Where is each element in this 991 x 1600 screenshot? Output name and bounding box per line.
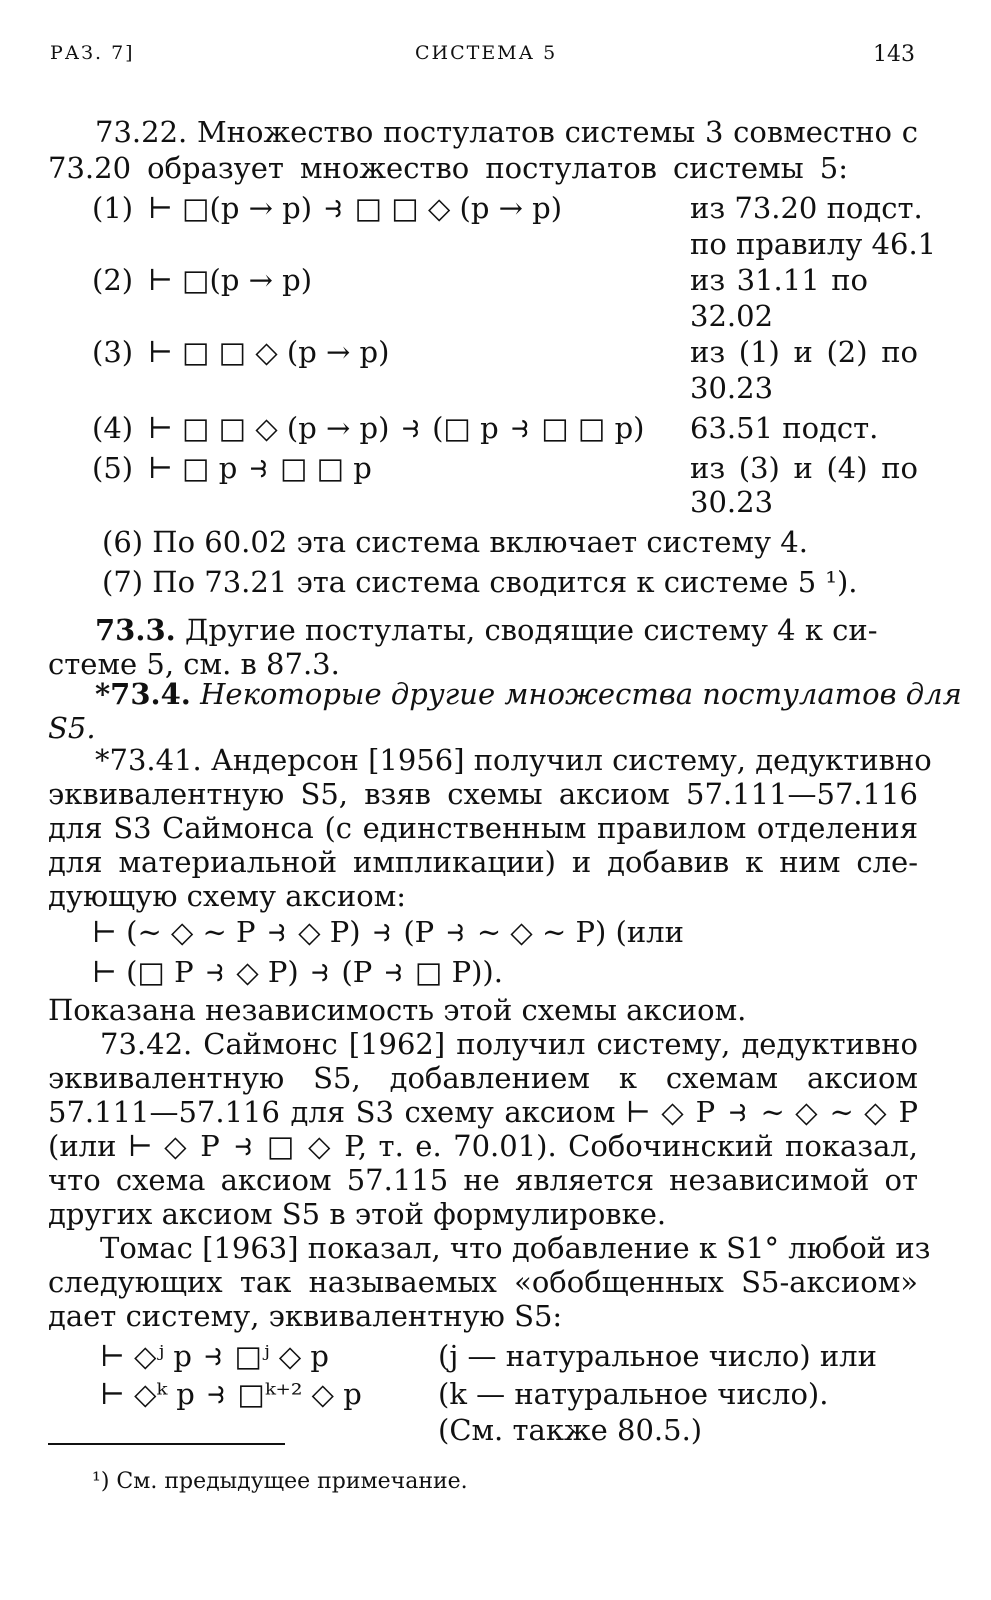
step-2-number: (2) — [92, 263, 134, 297]
step-3-number: (3) — [92, 335, 134, 369]
p73-22-line1: 73.22. Множество постулатов системы 3 совместно с — [95, 115, 918, 149]
thomas-line2: следующих так называемых «обобщенных S5-аксиом» — [48, 1265, 918, 1299]
p73-3-number: 73.3. — [95, 613, 176, 647]
p73-4-title-line2: S5. — [48, 711, 96, 745]
page-number: 143 — [873, 42, 915, 67]
step-4-number: (4) — [92, 411, 134, 445]
step-4-justification: 63.51 подст. — [690, 411, 879, 445]
step-6: (6) По 60.02 эта система включает систему 4. — [102, 525, 808, 559]
p73-3-text: Другие постулаты, сводящие систему 4 к си- — [175, 613, 878, 647]
p73-4-title: Некоторые другие множества постулатов для — [190, 677, 962, 711]
footnote: ¹) См. предыдущее примечание. — [92, 1469, 468, 1494]
step-1-formula: ⊢ □(p → p) ⥽ □ □ ◇ (p → p) — [148, 191, 563, 225]
thomas-formula-1: ⊢ ◇ʲ p ⥽ □ʲ ◇ p — [100, 1339, 329, 1373]
step-5-formula: ⊢ □ p ⥽ □ □ p — [148, 451, 372, 485]
step-3-justification-line2: 30.23 — [690, 371, 774, 405]
p73-42-line6: других аксиом S5 в этой формулировке. — [48, 1197, 667, 1231]
step-7: (7) По 73.21 эта система сводится к системе 5 ¹). — [102, 565, 858, 599]
p73-4-heading — [95, 676, 962, 712]
p73-22-line2: 73.20 образует множество постулатов системы 5: — [48, 151, 848, 185]
thomas-formula-2: ⊢ ◇ᵏ p ⥽ □ᵏ⁺² ◇ p — [100, 1377, 362, 1411]
p73-42-line2: эквивалентную S5, добавлением к схемам аксиом — [48, 1061, 918, 1095]
p73-41-line2: эквивалентную S5, взяв схемы аксиом 57.111—57.116 — [48, 777, 918, 811]
footnote-rule — [48, 1443, 285, 1445]
running-head-section: РАЗ. 7] — [50, 42, 135, 64]
p73-41-line5: дующую схему аксиом: — [48, 879, 407, 913]
p73-42-line1: 73.42. Саймонс [1962] получил систему, дедуктивно — [100, 1027, 918, 1061]
thomas-note-2: (k — натуральное число). — [438, 1377, 829, 1411]
p73-41-line3: для S3 Саймонса (с единственным правилом отделения — [48, 811, 918, 845]
thomas-line3: дает систему, эквивалентную S5: — [48, 1299, 563, 1333]
thomas-line1: Томас [1963] показал, что добавление к S1° любой из — [100, 1231, 931, 1265]
p73-41-line1: *73.41. Андерсон [1956] получил систему, дедуктивно — [95, 743, 932, 777]
p73-3-line2: стеме 5, см. в 87.3. — [48, 647, 340, 681]
step-4-formula: ⊢ □ □ ◇ (p → p) ⥽ (□ p ⥽ □ □ p) — [148, 411, 645, 445]
p73-41-line4: для материальной импликации) и добавив к ним сле- — [48, 845, 918, 879]
p73-42-line3: 57.111—57.116 для S3 схему аксиом ⊢ ◇ P ⥽ ∼ ◇ ∼ ◇ P — [48, 1095, 918, 1129]
thomas-note-3: (См. также 80.5.) — [438, 1413, 703, 1447]
step-2-formula: ⊢ □(p → p) — [148, 263, 313, 297]
p73-42-line4: (или ⊢ ◇ P ⥽ □ ◇ P, т. е. 70.01). Собочинский показал, — [48, 1129, 918, 1163]
thomas-note-1: (j — натуральное число) или — [438, 1339, 877, 1373]
step-2-justification-line2: 32.02 — [690, 299, 774, 333]
p73-4-number: *73.4. — [95, 677, 191, 711]
p73-41-axiom-alternative: ⊢ (□ P ⥽ ◇ P) ⥽ (P ⥽ □ P)). — [92, 955, 503, 989]
step-5-justification-line2: 30.23 — [690, 485, 774, 519]
p73-41-line6: Показана независимость этой схемы аксиом. — [48, 993, 747, 1027]
step-3-justification-line1: из (1) и (2) по — [690, 335, 918, 369]
p73-42-line5: что схема аксиом 57.115 не является независимой от — [48, 1163, 918, 1197]
p73-3-line1 — [95, 612, 918, 648]
step-3-formula: ⊢ □ □ ◇ (p → p) — [148, 335, 390, 369]
step-1-justification-line1: из 73.20 подст. — [690, 191, 923, 225]
step-5-justification-line1: из (3) и (4) по — [690, 451, 918, 485]
p73-41-axiom-schema: ⊢ (∼ ◇ ∼ P ⥽ ◇ P) ⥽ (P ⥽ ∼ ◇ ∼ P) (или — [92, 915, 684, 949]
step-1-number: (1) — [92, 191, 134, 225]
step-1-justification-line2: по правилу 46.1 — [690, 227, 937, 261]
running-head-title: СИСТЕМА 5 — [415, 42, 558, 64]
step-2-justification-line1: из 31.11 по — [690, 263, 868, 297]
step-5-number: (5) — [92, 451, 134, 485]
